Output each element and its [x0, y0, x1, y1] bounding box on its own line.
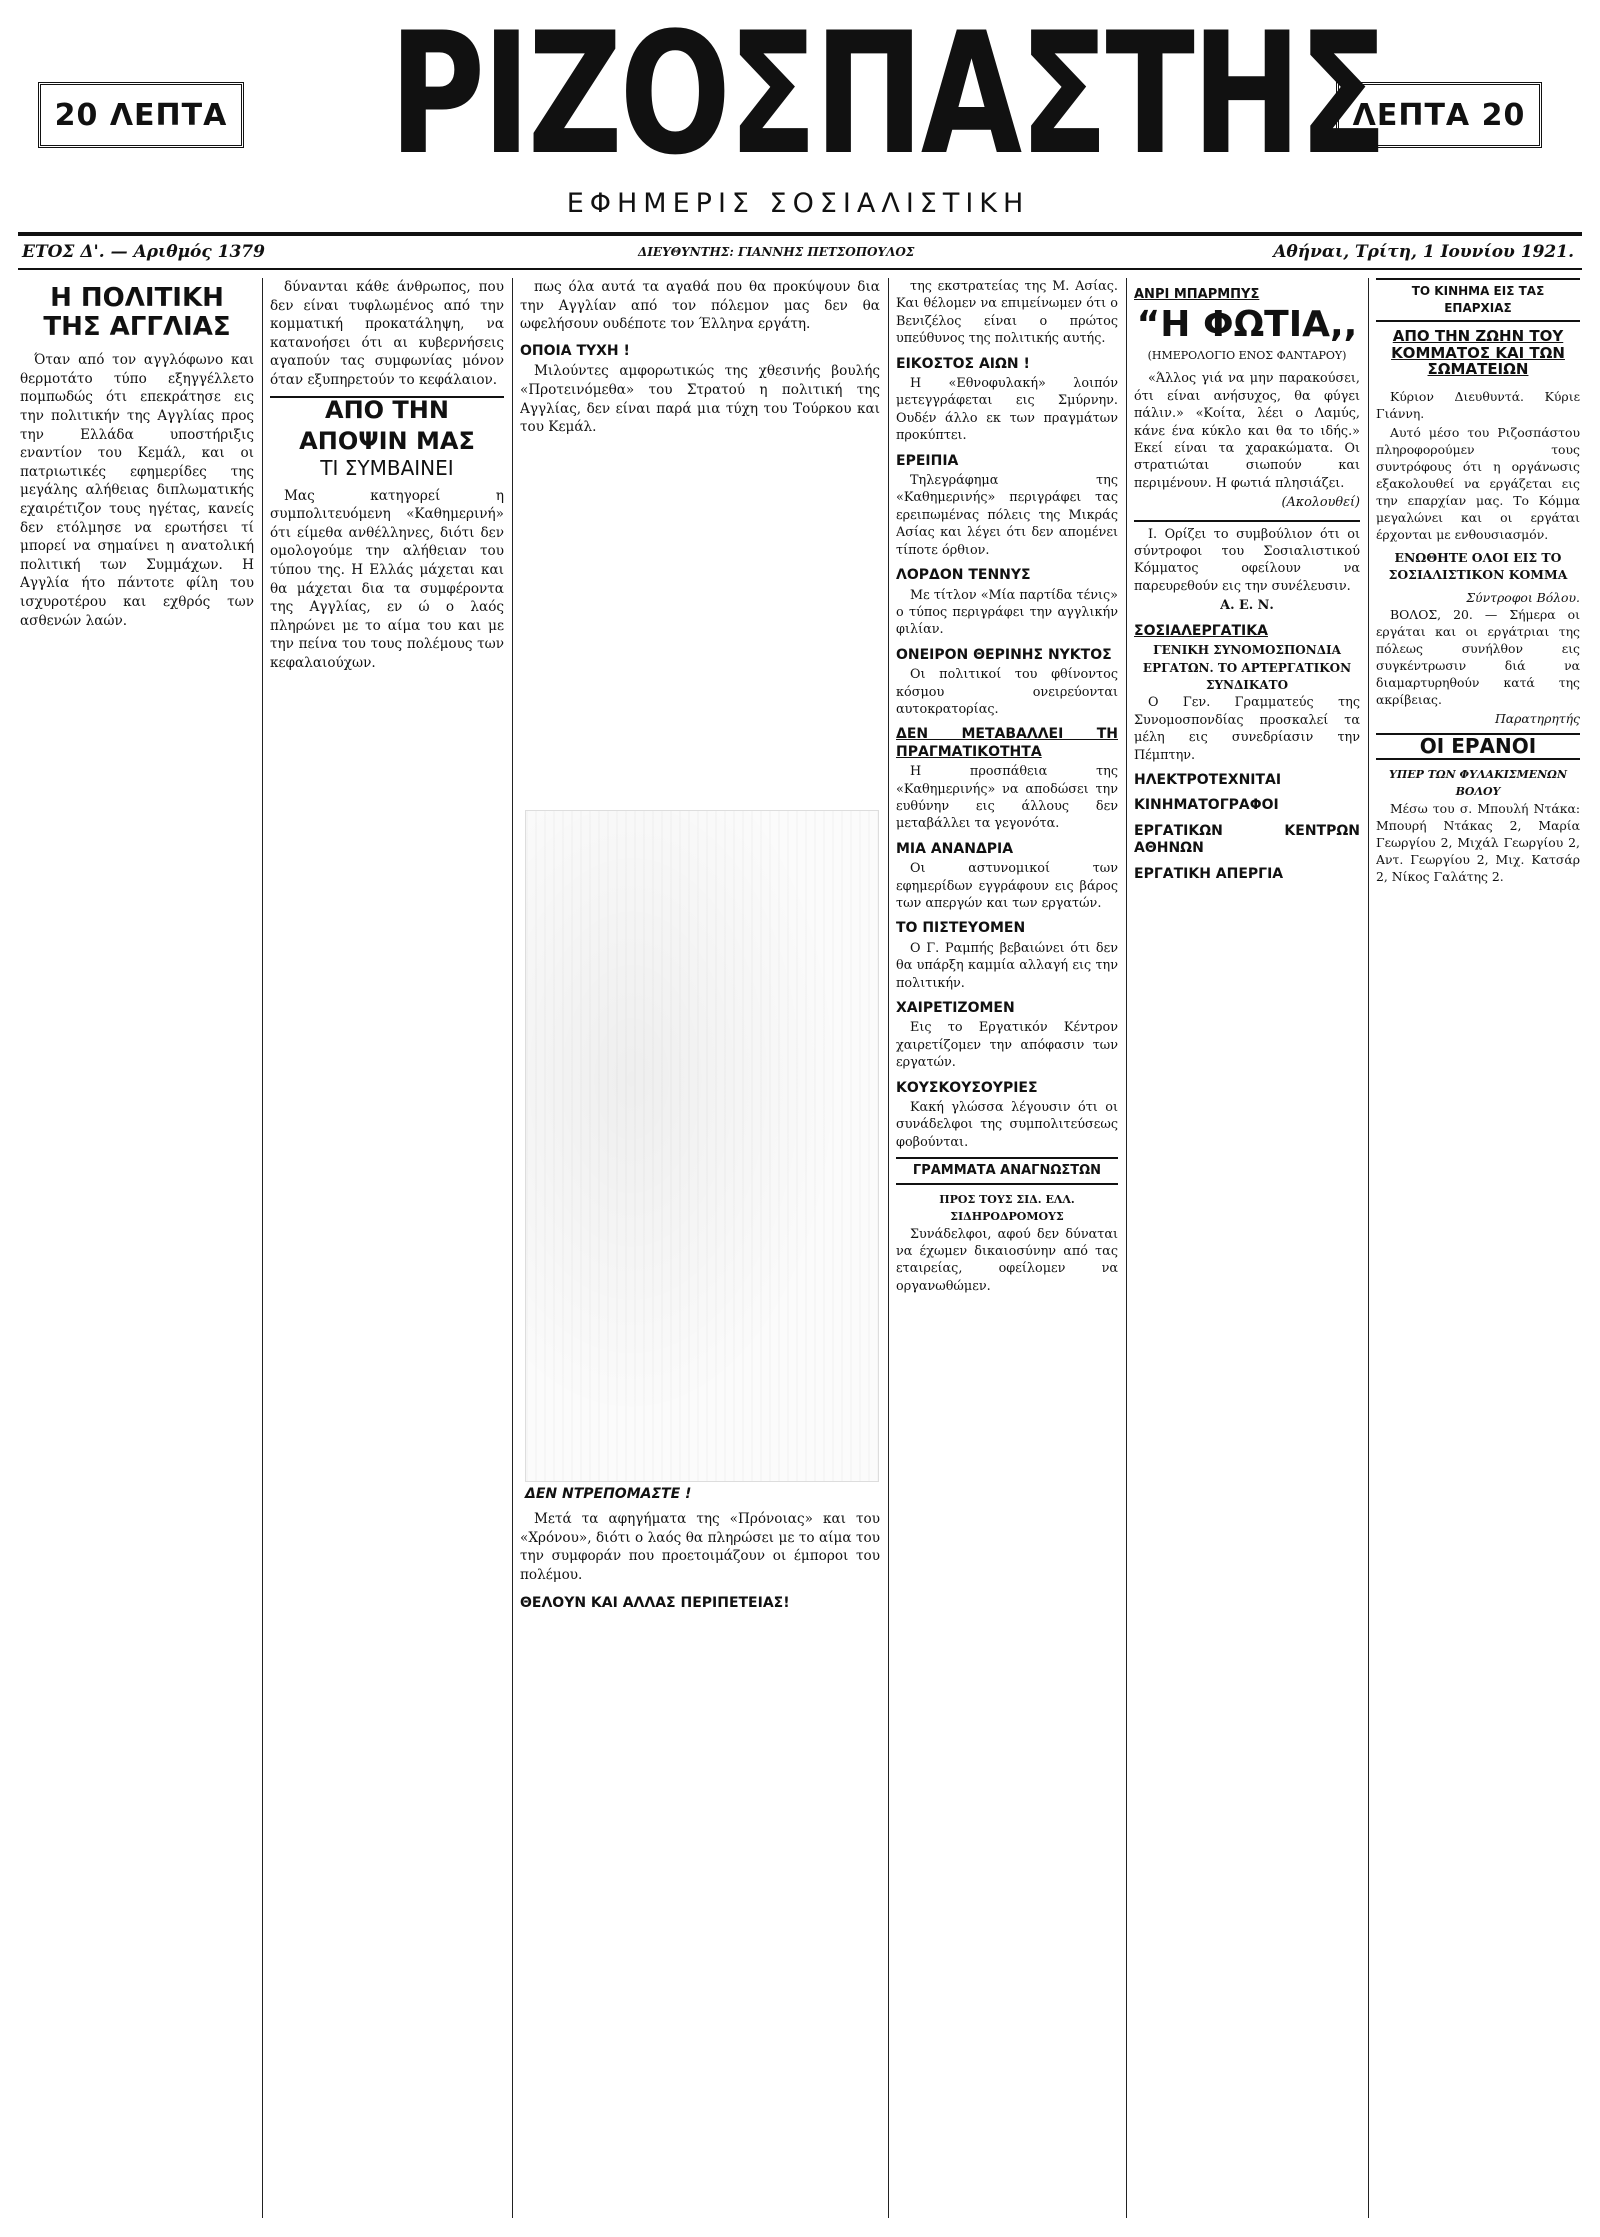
article-body: Κακή γλώσσα λέγουσιν ότι οι συνάδελφοι της συμπολιτεύσεως φοβούνται.: [896, 1100, 1118, 1150]
newspaper-page: [18, 0, 1582, 2227]
section-head-hairetizomen: ΧΑΙΡΕΤΙΖΟΜΕΝ: [896, 1000, 1015, 1017]
article-body: Με τίτλον «Μία παρτίδα τένις» ο τύπος περιγράφει την αγγλικήν φιλίαν.: [896, 587, 1118, 638]
signature-observer: Παρατηρητής: [1494, 710, 1580, 726]
faded-photograph: [525, 810, 879, 1482]
join-party-slogan: ΕΝΩΘΗΤΕ ΟΛΟΙ ΕΙΣ ΤΟ ΣΟΣΙΑΛΙΣΤΙΚΟΝ ΚΟΜΜΑ: [1388, 549, 1568, 582]
section-head-opoia-tyhi: ΟΠΟΙΑ ΤΥΧΗ !: [520, 342, 630, 359]
price-right-text: ΛΕΠΤΑ 20: [1352, 97, 1526, 133]
article-body: Μιλούντες αμφορωτικώς της χθεσινής βουλής «Προτεινόμεθα» του Στρατού η πολιτική της Αγγλίας, δεν είναι παρά μια τύχη του Τούρκου και του Κεμάλ.: [520, 363, 880, 436]
column-separator: [888, 278, 889, 2218]
article-body: Μας κατηγορεί η συμπολιτευόμενη «Καθημερινή» ότι είμεθα ανθέλληνες, διότι δεν ομολογούμε την αλήθειαν του τύπου της. Η Ελλάς μάχεται και θα μάχεται δια τα συμφέροντα της Αγγλίας, εν ώ ο λαός πληρώνει με το αίμα του και με την πείνα του τους πολέμους των κεφαλαιούχων.: [270, 487, 504, 671]
eranoi-subhead: ΥΠΕΡ ΤΩΝ ΦΥΛΑΚΙΣΜΕΝΩΝ ΒΟΛΟΥ: [1388, 767, 1568, 798]
headline-party-life: ΑΠΟ ΤΗΝ ΖΩΗΝ ΤΟΥ ΚΟΜΜΑΤΟΣ ΚΑΙ ΤΩΝ ΣΩΜΑΤΕΙΩΝ: [1391, 327, 1565, 378]
signature-volos: Σύντροφοι Βόλου.: [1466, 589, 1580, 605]
column-2: [270, 278, 504, 2218]
article-body: Συνάδελφοι, αφού δεν δύναται να έχωμεν δικαιοσύνην από τας εταιρείας, οφείλομεν να οργανωθώμεν.: [896, 1226, 1118, 1294]
section-head-ergatikon-kentron: ΕΡΓΑΤΙΚΩΝ ΚΕΝΤΡΩΝ ΑΘΗΝΩΝ: [1134, 822, 1360, 857]
section-head-apo-tin: ΑΠΟ ΤΗΝ: [270, 396, 504, 423]
notice-body: Ι. Ορίζει το συμβούλιον ότι οι σύντροφοι του Σοσιαλιστικού Κόμματος οφείλουν να παρευρεθούν εις την συνέλευσιν.: [1134, 526, 1360, 594]
article-body: «Άλλος γιά να μην παρακούσει, ότι είναι ανήσυχος, θα φύγει πάλιν.» «Κοίτα, λέει ο Λαμύς, κάνε ένα κύκλο και θα το ιδής.» Εκεί είναι τα χαρακώματα. Οι στρατιώται σιωπούν και περιμένουν. Η φωτιά πλησιάζει.: [1134, 371, 1360, 491]
section-head-ilektrotehnitai: ΗΛΕΚΤΡΟΤΕΧΝΙΤΑΙ: [1134, 771, 1282, 788]
masthead-rule-top: [18, 232, 1582, 236]
section-head-apergia: ΕΡΓΑΤΙΚΗ ΑΠΕΡΓΙΑ: [1134, 865, 1284, 882]
article-body: Ο Γ. Ραμπής βεβαιώνει ότι δεν θα υπάρξη καμμία αλλαγή εις την πολιτικήν.: [896, 940, 1118, 991]
column-separator: [262, 278, 263, 2218]
dateline: [18, 238, 1582, 268]
column-5: [1134, 278, 1360, 2218]
section-head-apopsin: ΑΠΟΨΙΝ ΜΑΣ: [299, 427, 475, 456]
article-body: Αυτό μέσο του Ριζοσπάστου πληροφορούμεν τους συντρόφους ότι η οργάνωσις εξακολουθεί να εργάζεται εις την επαρχίαν μας. Το Κόμμα μεγαλώνει και οι εργάται έρχονται με ενθουσιασμόν.: [1376, 424, 1580, 542]
section-head-eikostos: ΕΙΚΟΣΤΟΣ ΑΙΩΝ !: [896, 355, 1030, 372]
section-head-den-metavallei: ΔΕΝ ΜΕΤΑΒΑΛΛΕΙ ΤΗ ΠΡΑΓΜΑΤΙΚΟΤΗΤΑ: [896, 726, 1118, 760]
column-1: [20, 278, 254, 2218]
issue-number: ΕΤΟΣ Δ'. — Αριθμός 1379: [22, 242, 265, 262]
column-separator: [1368, 278, 1369, 2218]
article-continuation: πως όλα αυτά τα αγαθά που θα προκύψουν δια την Αγγλίαν από τον πόλεμον μας δεν θα ωφελήσουν ουδέποτε τον Έλληνα εργάτη.: [520, 279, 880, 333]
column-separator: [1126, 278, 1127, 2218]
article-body: Τηλεγράφημα της «Καθημερινής» περιγράφει τας ερειπωμένας πόλεις της Μικράς Ασίας και λέγει ότι δεν απομένει τίποτε όρθιον.: [896, 473, 1118, 558]
section-head-pisteuomen: ΤΟ ΠΙΣΤΕΥΟΜΕΝ: [896, 920, 1026, 937]
letters-subhead: ΠΡΟΣ ΤΟΥΣ ΣΙΔ. ΕΛΛ. ΣΙΔΗΡΟΔΡΟΜΟΥΣ: [939, 1192, 1075, 1224]
section-head-oneiron: ΟΝΕΙΡΟΝ ΘΕΡΙΝΗΣ ΝΥΚΤΟΣ: [896, 646, 1112, 663]
section-head-letters: ΓΡΑΜΜΑΤΑ ΑΝΑΓΝΩΣΤΩΝ: [896, 1157, 1118, 1184]
section-head-thelo: ΘΕΛΟΥΝ ΚΑΙ ΑΛΛΑΣ ΠΕΡΙΠΕΤΕΙΑΣ!: [520, 1595, 790, 1612]
price-box-left: [38, 82, 244, 148]
photo-caption: ΔΕΝ ΝΤΡΕΠΟΜΑΣΤΕ !: [525, 1486, 692, 1502]
byline-barbusse: ΑΝΡΙ ΜΠΑΡΜΠΥΣ: [1134, 287, 1260, 302]
section-head-kouskousouries: ΚΟΥΣΚΟΥΣΟΥΡΙΕΣ: [896, 1079, 1038, 1096]
to-be-continued: (Ακολουθεί): [1281, 495, 1360, 511]
price-left-text: 20 ΛΕΠΤΑ: [54, 97, 228, 133]
section-divider: [1134, 520, 1360, 522]
article-body: Η προσπάθεια της «Καθημερινής» να αποδώσει την ευθύνην εις άλλους δεν μεταβάλλει τα γεγονότα.: [896, 764, 1118, 832]
column-6: [1376, 278, 1580, 2218]
section-head-ti-symvainei: ΤΙ ΣΥΜΒΑΙΝΕΙ: [320, 455, 454, 480]
headline-fotia: “Η ΦΩΤΙΑ,,: [1136, 304, 1358, 346]
article-continuation: της εκστρατείας της Μ. Ασίας. Και θέλομεν να επιμείνωμεν ότι ο Βενιζέλος είναι ο πρώτος υπεύθυνος της πολιτικής αυτής.: [896, 279, 1118, 347]
article-body: Η «Εθνοφυλακή» λοιπόν μετεγγράφεται εις Σμύρνην. Ουδέν άλλο εκ των πραγμάτων προκύπτει.: [896, 376, 1118, 444]
article-continuation: δύνανται κάθε άνθρωπος, που δεν είναι τυφλωμένος από την κομματική προκατάληψη, να κατανοήσει ότι αι κυβερνήσεις αγαπούν τας συμφωνίας μόνον όταν εξυπηρετούν το κεφάλαιον.: [270, 279, 504, 388]
fotia-subhead: (ΗΜΕΡΟΛΟΓΙΟ ΕΝΟΣ ΦΑΝΤΑΡΟΥ): [1147, 349, 1347, 362]
article-body: Μετά τα αφηγήματα της «Πρόνοιας» και του «Χρόνου», διότι ο λαός θα πληρώσει με το αίμα του την συμφοράν που προετοιμάζουν οι έμποροι του πολέμου.: [520, 1511, 880, 1583]
headline-politics-england: Η ΠΟΛΙΤΙΚΗ ΤΗΣ ΑΓΓΛΙΑΣ: [43, 283, 231, 342]
letter-greeting: Κύριον Διευθυντά. Κύριε Γιάννη.: [1376, 388, 1580, 421]
donations-list: Μέσω του σ. Μπουλή Ντάκα: Μπουρή Ντάκας 2, Μαρία Γεωργίου 2, Μιχάλ Γεωργίου 2, Αντ. Γεωργίου 2, Μιχ. Κατσάρ 2, Νίκος Γαλάτης 2.: [1376, 800, 1580, 884]
section-head-sosialergatika: ΣΟΣΙΑΛΕΡΓΑΤΙΚΑ: [1134, 622, 1268, 639]
column-separator: [512, 278, 513, 2218]
masthead-subtitle: ΕΦΗΜΕΡΙΣ ΣΟΣΙΑΛΙΣΤΙΚΗ: [566, 188, 1030, 219]
article-body: Όταν από τον αγγλόφωνο και θερμοτάτο τύπο εξηγγέλλετο πομπωδώς ότι επεκράτησε εις την πολιτικήν της Αγγλίας προς την Ελλάδα υποστήριξις εναντίον του Κεμάλ, και οι πατριωτικές εφημερίδες της μεγάλης αλήθειας διπλωματικής εχαιρέτιζον τους ηγέτας, κανείς δεν ετόλμησε να ερωτήσει τί μπορεί να σημαίνει η ανατολική πολιτική των Συμμάχων. Η Αγγλία ήτο πάντοτε φίλη του ισχυροτέρου και εχθρός των ασθενών λαών.: [20, 352, 254, 629]
section-head-ereipia: ΕΡΕΙΠΙΑ: [896, 452, 959, 469]
price-box-right: [1336, 82, 1542, 148]
article-body: Ο Γεν. Γραμματεύς της Συνομοσπονδίας προσκαλεί τα μέλη εις συνεδρίασιν την Πέμπτην.: [1134, 695, 1360, 763]
masthead-rule-bottom: [18, 268, 1582, 270]
article-body: Οι πολιτικοί του φθίνοντος κόσμου ονειρεύονται αυτοκρατορίας.: [896, 667, 1118, 717]
workers-subhead: ΓΕΝΙΚΗ ΣΥΝΟΜΟΣΠΟΝΔΙΑ ΕΡΓΑΤΩΝ. ΤΟ ΑΡΤΕΡΓΑΤΙΚΟΝ ΣΥΝΔΙΚΑΤΟ: [1142, 643, 1352, 692]
director-line: ΔΙΕΥΘΥΝΤΗΣ: ΓΙΑΝΝΗΣ ΠΕΤΣΟΠΟΥΛΟΣ: [638, 245, 915, 259]
issue-date: Αθήναι, Τρίτη, 1 Ιουνίου 1921.: [1273, 242, 1574, 262]
column-4: [896, 278, 1118, 2218]
masthead-title: ΡΙΖΟΣΠΑΣΤΗΣ: [389, 0, 1385, 192]
section-head-kinimatografoi: ΚΙΝΗΜΑΤΟΓΡΑΦΟΙ: [1134, 797, 1279, 814]
section-head-lordon: ΛΟΡΔΟΝ ΤΕΝΝΥΣ: [896, 567, 1031, 584]
section-head-anandria: ΜΙΑ ΑΝΑΝΔΡΙΑ: [896, 840, 1014, 857]
article-body: Εις το Εργατικόν Κέντρον χαιρετίζομεν την απόφασιν των εργατών.: [896, 1020, 1118, 1071]
column-3-bottom: [520, 1510, 880, 2210]
headline-eranoi: ΟΙ ΕΡΑΝΟΙ: [1376, 733, 1580, 760]
notice-signature: Α. Ε. Ν.: [1220, 598, 1274, 614]
article-body: Οι αστυνομικοί των εφημερίδων εγγράφουν εις βάρος των απεργών και των εργατών.: [896, 861, 1118, 911]
article-body: ΒΟΛΟΣ, 20. — Σήμερα οι εργάται και οι εργάτριαι της πόλεως συνήλθον εις συγκέντρωσιν διά να διαμαρτυρηθούν κατά της ακρίβειας.: [1376, 606, 1580, 707]
box-title-provinces: ΤΟ ΚΙΝΗΜΑ ΕΙΣ ΤΑΣ ΕΠΑΡΧΙΑΣ: [1376, 278, 1580, 322]
